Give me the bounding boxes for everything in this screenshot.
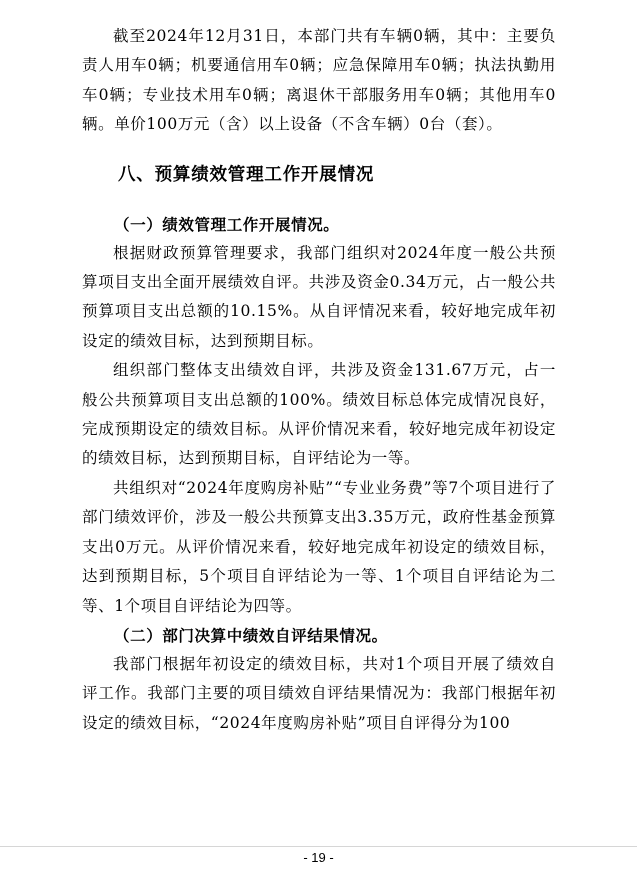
- subsection-heading-2: （二）部门决算中绩效自评结果情况。: [114, 625, 388, 645]
- page-number: - 19 -: [303, 850, 334, 865]
- page-content: [82, 22, 556, 738]
- footer-divider: [0, 846, 637, 847]
- performance-paragraph-1: 根据财政预算管理要求，我部门组织对2024年度一般公共预算项目支出全面开展绩效自评。共涉及资金0.34万元，占一般公共预算项目支出总额的10.15%。从自评情况来看，较好地完成年初设定的绩效目标，达到预期目标。: [82, 243, 556, 350]
- self-evaluation-paragraph: 我部门根据年初设定的绩效目标，共对1个项目开展了绩效自评工作。我部门主要的项目绩效自评结果情况为：我部门根据年初设定的绩效目标，“2024年度购房补贴”项目自评得分为100: [82, 654, 556, 732]
- vehicles-paragraph: 截至2024年12月31日，本部门共有车辆0辆，其中：主要负责人用车0辆；机要通信用车0辆；应急保障用车0辆；执法执勤用车0辆；专业技术用车0辆；离退休干部服务用车0辆；其他用车0辆。单价100万元（含）以上设备（不含车辆）0台（套）。: [82, 27, 556, 134]
- subsection-heading-1: （一）绩效管理工作开展情况。: [114, 214, 340, 234]
- performance-paragraph-2: 组织部门整体支出绩效自评，共涉及资金131.67万元，占一般公共预算项目支出总额的100%。绩效目标总体完成情况良好，完成预期设定的绩效目标。从评价情况来看，较好地完成年初设定的绩效目标，达到预期目标，自评结论为一等。: [82, 361, 556, 468]
- performance-paragraph-3: 共组织对“2024年度购房补贴”“专业业务费”等7个项目进行了部门绩效评价，涉及一般公共预算支出3.35万元，政府性基金预算支出0万元。从评价情况来看，较好地完成年初设定的绩效目标，达到预期目标，5个项目自评结论为一等、1个项目自评结论为二等、1个项目自评结论为四等。: [82, 478, 556, 615]
- section-heading-8: 八、预算绩效管理工作开展情况: [118, 164, 375, 185]
